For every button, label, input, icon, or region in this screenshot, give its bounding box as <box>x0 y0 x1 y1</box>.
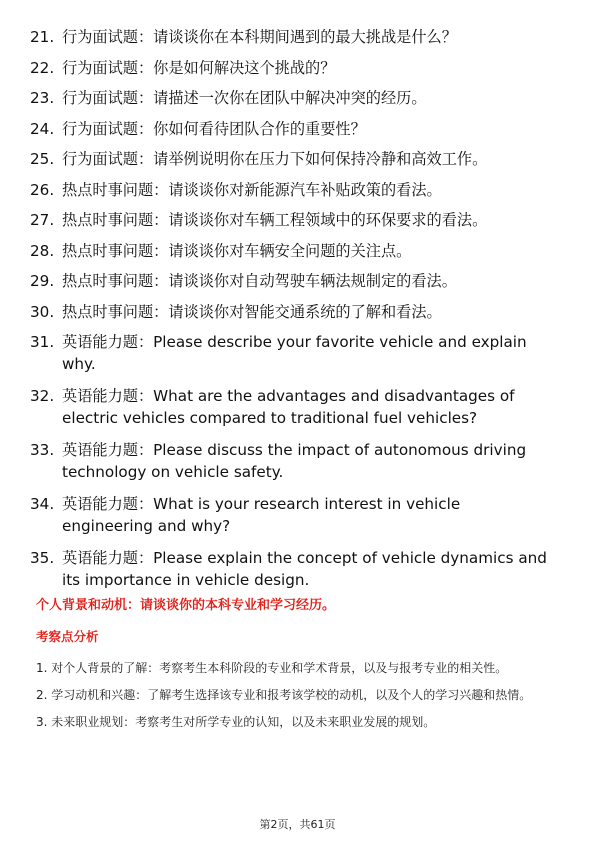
item-number: 33. <box>30 441 55 459</box>
list-item <box>30 179 550 201</box>
section-subheading: 考察点分析 <box>36 629 99 644</box>
item-number: 27. <box>30 211 55 229</box>
item-number: 25. <box>30 150 55 168</box>
item-number: 26. <box>30 180 55 199</box>
item-text: 热点时事问题：请谈谈你对自动驾驶车辆法规制定的看法。 <box>62 272 457 290</box>
item-number: 35. <box>30 549 55 567</box>
list-item <box>30 148 550 170</box>
list-item <box>30 439 550 483</box>
list-item <box>30 385 550 429</box>
page-footer: 第2页，共61页 <box>259 818 336 831</box>
item-text: 英语能力题：What are the advantages and disadvantages of electric vehicles compared to traditional fuel vehicles? <box>62 387 515 427</box>
analysis-point: 2. 学习动机和兴趣：了解考生选择该专业和报考该学校的动机，以及个人的学习兴趣和热情。 <box>36 688 532 702</box>
list-item <box>30 209 550 231</box>
list-item <box>30 331 550 375</box>
analysis-section <box>36 597 566 738</box>
item-text: 行为面试题：你是如何解决这个挑战的？ <box>62 58 336 77</box>
list-item <box>30 270 550 292</box>
item-text: 行为面试题：请举例说明你在压力下如何保持冷静和高效工作。 <box>62 150 488 168</box>
item-text: 英语能力题：Please describe your favorite vehicle and explain why. <box>62 333 527 373</box>
question-list <box>30 26 550 601</box>
list-item <box>30 301 550 323</box>
item-text: 热点时事问题：请谈谈你对新能源汽车补贴政策的看法。 <box>62 180 442 199</box>
list-item <box>30 240 550 262</box>
item-number: 29. <box>30 272 55 290</box>
item-number: 31. <box>30 333 55 351</box>
analysis-point: 1. 对个人背景的了解：考察考生本科阶段的专业和学术背景，以及与报考专业的相关性。 <box>36 661 508 675</box>
item-number: 23. <box>30 89 55 107</box>
item-number: 28. <box>30 241 55 260</box>
list-item <box>30 118 550 140</box>
item-text: 英语能力题：What is your research interest in vehicle engineering and why? <box>62 495 461 535</box>
item-text: 行为面试题：你如何看待团队合作的重要性？ <box>62 119 366 138</box>
item-number: 24. <box>30 119 55 138</box>
section-heading: 个人背景和动机：请谈谈你的本科专业和学习经历。 <box>36 598 336 613</box>
item-text: 热点时事问题：请谈谈你对智能交通系统的了解和看法。 <box>62 302 442 321</box>
list-item <box>30 87 550 109</box>
list-item <box>30 493 550 537</box>
item-text: 英语能力题：Please explain the concept of vehicle dynamics and its importance in vehicle design. <box>62 549 547 589</box>
list-item <box>30 26 550 48</box>
item-text: 行为面试题：请谈谈你在本科期间遇到的最大挑战是什么？ <box>62 28 457 46</box>
item-text: 英语能力题：Please discuss the impact of autonomous driving technology on vehicle safety. <box>62 441 527 481</box>
item-text: 行为面试题：请描述一次你在团队中解决冲突的经历。 <box>62 89 427 107</box>
item-number: 34. <box>30 495 55 513</box>
list-item <box>30 547 550 591</box>
item-number: 32. <box>30 387 55 405</box>
item-text: 热点时事问题：请谈谈你对车辆工程领域中的环保要求的看法。 <box>62 211 488 229</box>
analysis-point: 3. 未来职业规划：考察考生对所学专业的认知，以及未来职业发展的规划。 <box>36 715 436 729</box>
item-text: 热点时事问题：请谈谈你对车辆安全问题的关注点。 <box>62 241 412 260</box>
list-item <box>30 57 550 79</box>
item-number: 22. <box>30 58 55 77</box>
item-number: 30. <box>30 302 55 321</box>
item-number: 21. <box>30 28 55 46</box>
